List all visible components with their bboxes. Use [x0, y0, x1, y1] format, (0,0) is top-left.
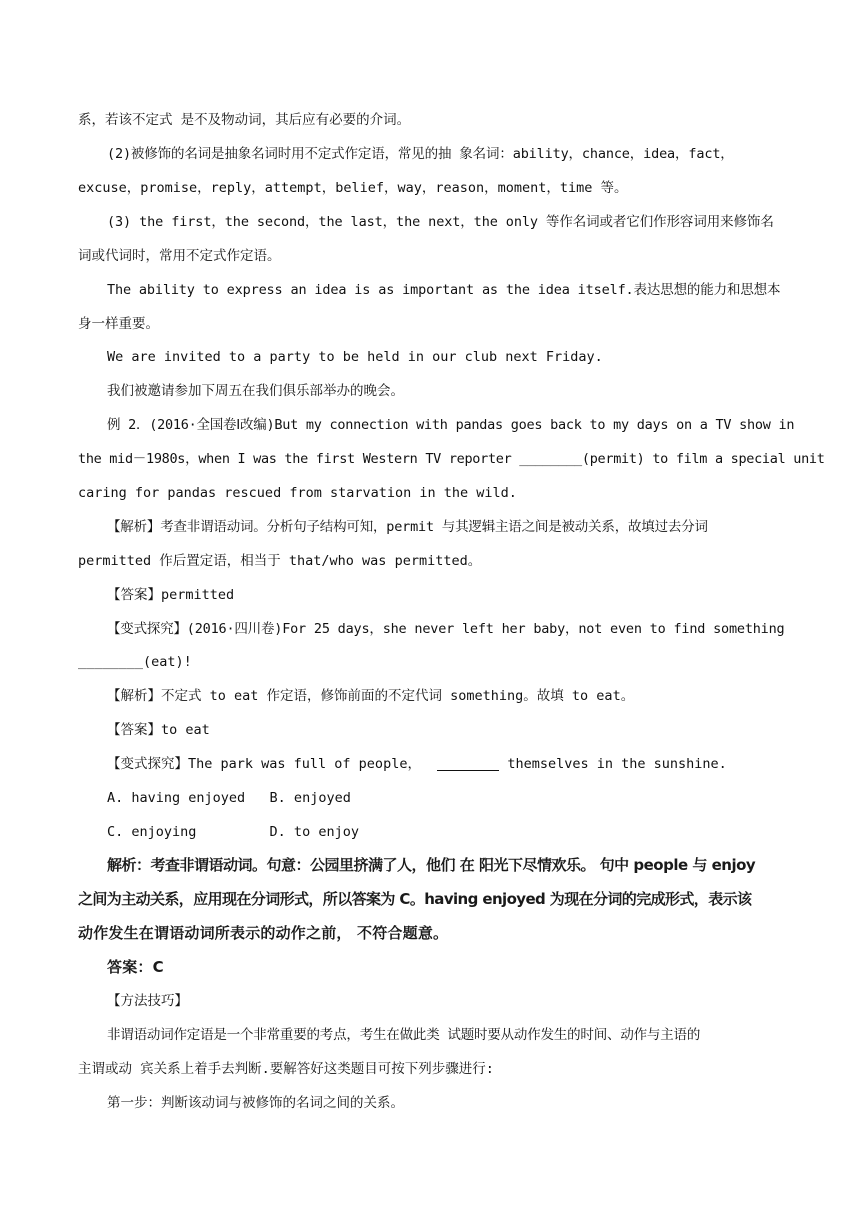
text-line: 非谓语动词作定语是一个非常重要的考点，考生在做此类 试题时要从动作发生的时间、动作与主语的 [107, 1027, 701, 1043]
text-line: 第一步：判断该动词与被修饰的名词之间的关系。 [107, 1095, 404, 1111]
text-line: 身一样重要。 [78, 316, 159, 332]
option-line: A. having enjoyed B. enjoyed [107, 790, 351, 806]
text-line: excuse，promise，reply，attempt，belief，way，reason，moment，time 等。 [78, 180, 628, 196]
variant-question [107, 754, 727, 774]
text-line: ________(eat)! [78, 654, 192, 670]
text-line: permitted 作后置定语，相当于 that/who was permitted。 [78, 553, 482, 569]
variant-question: 【变式探究】(2016·四川卷)For 25 days，she never left her baby，not even to find something [107, 621, 785, 637]
text-line: (3) the first，the second，the last，the next，the only 等作名词或者它们作形容词用来修饰名 [107, 214, 774, 230]
answer-line: 【答案】to eat [107, 722, 210, 738]
section-heading: 【方法技巧】 [107, 993, 188, 1009]
text-line: 主谓或动 宾关系上着手去判断.要解答好这类题目可按下列步骤进行: [78, 1061, 494, 1077]
question-stem-end: themselves in the sunshine. [507, 756, 727, 772]
scanned-answer-line: 答案：C [107, 958, 164, 976]
question-stem: 【变式探究】The park was full of people， [107, 756, 421, 772]
example-sentence: The ability to express an idea is as important as the idea itself.表达思想的能力和思想本 [107, 282, 781, 298]
answer-blank [437, 756, 499, 771]
text-line: the mid－1980s，when I was the first Western TV reporter ________(permit) to film a special unit [78, 451, 825, 467]
text-line: caring for pandas rescued from starvation in the wild. [78, 485, 517, 501]
text-line: 系，若该不定式 是不及物动词，其后应有必要的介词。 [78, 112, 411, 128]
text-line: 词或代词时，常用不定式作定语。 [78, 248, 281, 264]
option-line: C. enjoying D. to enjoy [107, 824, 359, 840]
analysis-line: 【解析】考查非谓语动词。分析句子结构可知，permit 与其逻辑主语之间是被动关系，故填过去分词 [107, 519, 708, 535]
translation-line: 我们被邀请参加下周五在我们俱乐部举办的晚会。 [107, 383, 404, 399]
analysis-line: 【解析】不定式 to eat 作定语，修饰前面的不定代词 something。故填 to eat。 [107, 688, 635, 704]
scanned-analysis-line: 之间为主动关系，应用现在分词形式，所以答案为 C。having enjoyed 为现在分词的完成形式，表示该 [78, 890, 752, 908]
answer-line: 【答案】permitted [107, 587, 235, 603]
scanned-analysis-line: 动作发生在谓语动词所表示的动作之前， 不符合题意。 [78, 924, 449, 942]
scanned-analysis-line: 解析：考查非谓语动词。句意：公园里挤满了人，他们 在 阳光下尽情欢乐。 句中 people 与 enjoy [107, 856, 756, 874]
example-sentence: We are invited to a party to be held in our club next Friday. [107, 349, 603, 365]
text-line: (2)被修饰的名词是抽象名词时用不定式作定语，常见的抽 象名词：ability，chance，idea，fact， [107, 146, 734, 162]
example-question: 例 2．(2016·全国卷Ⅰ改编)But my connection with pandas goes back to my days on a TV show in [107, 417, 795, 433]
